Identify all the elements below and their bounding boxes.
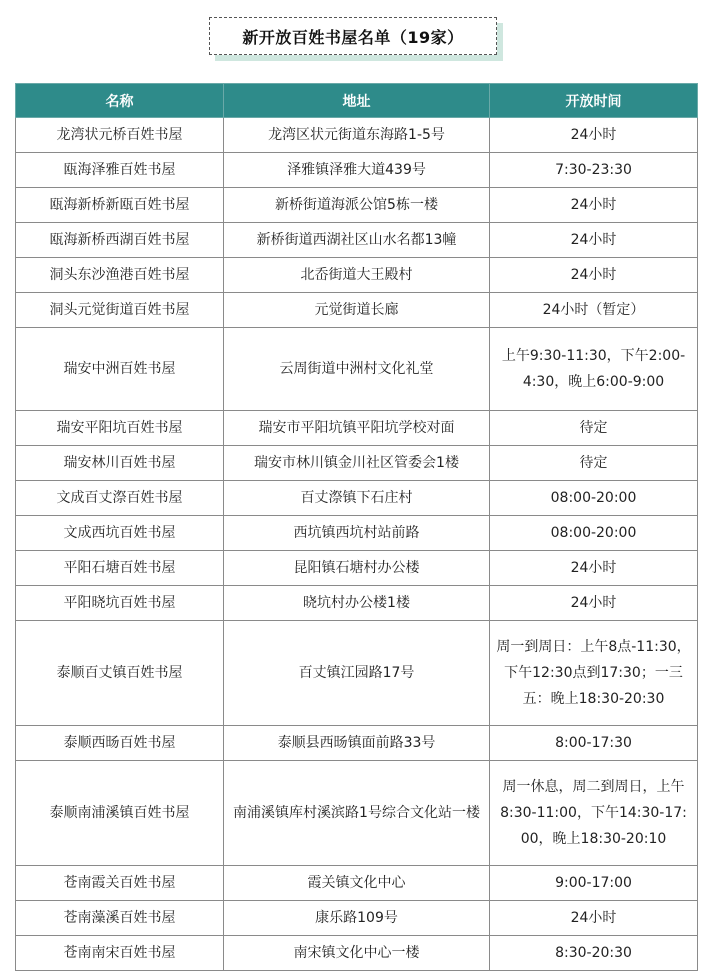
table-header-row	[16, 84, 698, 118]
cell-address: 新桥街道海派公馆5栋一楼	[224, 188, 490, 223]
cell-name: 苍南藻溪百姓书屋	[16, 901, 224, 936]
cell-name: 苍南南宋百姓书屋	[16, 936, 224, 971]
cell-address: 北岙街道大王殿村	[224, 258, 490, 293]
table-row	[16, 726, 698, 761]
cell-hours: 08:00-20:00	[490, 516, 698, 551]
cell-name: 泰顺百丈镇百姓书屋	[16, 621, 224, 726]
cell-address: 康乐路109号	[224, 901, 490, 936]
cell-address: 龙湾区状元街道东海路1-5号	[224, 118, 490, 153]
cell-address: 元觉街道长廊	[224, 293, 490, 328]
table-row	[16, 223, 698, 258]
cell-name: 文成西坑百姓书屋	[16, 516, 224, 551]
table-row	[16, 328, 698, 411]
cell-hours: 24小时（暂定）	[490, 293, 698, 328]
header-name: 名称	[16, 84, 224, 118]
cell-name: 泰顺南浦溪镇百姓书屋	[16, 761, 224, 866]
cell-name: 瓯海新桥西湖百姓书屋	[16, 223, 224, 258]
cell-address: 云周街道中洲村文化礼堂	[224, 328, 490, 411]
table-row	[16, 901, 698, 936]
cell-name: 平阳石塘百姓书屋	[16, 551, 224, 586]
cell-address: 泽雅镇泽雅大道439号	[224, 153, 490, 188]
cell-name: 瑞安平阳坑百姓书屋	[16, 411, 224, 446]
cell-address: 南宋镇文化中心一楼	[224, 936, 490, 971]
cell-hours: 待定	[490, 411, 698, 446]
cell-address: 瑞安市林川镇金川社区管委会1楼	[224, 446, 490, 481]
cell-name: 瓯海新桥新瓯百姓书屋	[16, 188, 224, 223]
cell-hours: 8:00-17:30	[490, 726, 698, 761]
cell-hours: 待定	[490, 446, 698, 481]
cell-hours: 24小时	[490, 551, 698, 586]
cell-hours: 24小时	[490, 586, 698, 621]
cell-hours: 周一到周日：上午8点-11:30，下午12:30点到17:30；一三五：晚上18:30-20:30	[490, 621, 698, 726]
cell-hours: 24小时	[490, 901, 698, 936]
cell-hours: 9:00-17:00	[490, 866, 698, 901]
table-row	[16, 293, 698, 328]
cell-address: 百丈镇江园路17号	[224, 621, 490, 726]
bookhouse-table	[15, 83, 698, 971]
table-row	[16, 411, 698, 446]
table-row	[16, 761, 698, 866]
cell-address: 昆阳镇石塘村办公楼	[224, 551, 490, 586]
cell-name: 龙湾状元桥百姓书屋	[16, 118, 224, 153]
cell-name: 瑞安林川百姓书屋	[16, 446, 224, 481]
cell-address: 霞关镇文化中心	[224, 866, 490, 901]
cell-name: 平阳晓坑百姓书屋	[16, 586, 224, 621]
table-row	[16, 481, 698, 516]
cell-name: 瑞安中洲百姓书屋	[16, 328, 224, 411]
page-title: 新开放百姓书屋名单（19家）	[209, 17, 497, 55]
cell-hours: 周一休息，周二到周日，上午8:30-11:00，下午14:30-17:00，晚上18:30-20:10	[490, 761, 698, 866]
cell-hours: 24小时	[490, 258, 698, 293]
table-row	[16, 866, 698, 901]
cell-address: 晓坑村办公楼1楼	[224, 586, 490, 621]
table-row	[16, 586, 698, 621]
cell-hours: 上午9:30-11:30，下午2:00-4:30，晚上6:00-9:00	[490, 328, 698, 411]
cell-hours: 8:30-20:30	[490, 936, 698, 971]
table-row	[16, 516, 698, 551]
table-row	[16, 936, 698, 971]
cell-hours: 08:00-20:00	[490, 481, 698, 516]
table-row	[16, 551, 698, 586]
cell-address: 南浦溪镇库村溪滨路1号综合文化站一楼	[224, 761, 490, 866]
table-row	[16, 446, 698, 481]
cell-address: 泰顺县西旸镇面前路33号	[224, 726, 490, 761]
table-row	[16, 118, 698, 153]
cell-hours: 24小时	[490, 223, 698, 258]
cell-name: 瓯海泽雅百姓书屋	[16, 153, 224, 188]
table-row	[16, 621, 698, 726]
table-row	[16, 188, 698, 223]
cell-address: 百丈漈镇下石庄村	[224, 481, 490, 516]
table-row	[16, 153, 698, 188]
cell-name: 泰顺西旸百姓书屋	[16, 726, 224, 761]
cell-name: 洞头东沙渔港百姓书屋	[16, 258, 224, 293]
header-address: 地址	[224, 84, 490, 118]
cell-name: 洞头元觉街道百姓书屋	[16, 293, 224, 328]
cell-hours: 24小时	[490, 118, 698, 153]
cell-name: 苍南霞关百姓书屋	[16, 866, 224, 901]
cell-address: 新桥街道西湖社区山水名都13幢	[224, 223, 490, 258]
header-hours: 开放时间	[490, 84, 698, 118]
table-row	[16, 258, 698, 293]
cell-address: 西坑镇西坑村站前路	[224, 516, 490, 551]
cell-hours: 24小时	[490, 188, 698, 223]
cell-name: 文成百丈漈百姓书屋	[16, 481, 224, 516]
cell-hours: 7:30-23:30	[490, 153, 698, 188]
cell-address: 瑞安市平阳坑镇平阳坑学校对面	[224, 411, 490, 446]
title-banner	[209, 17, 499, 57]
